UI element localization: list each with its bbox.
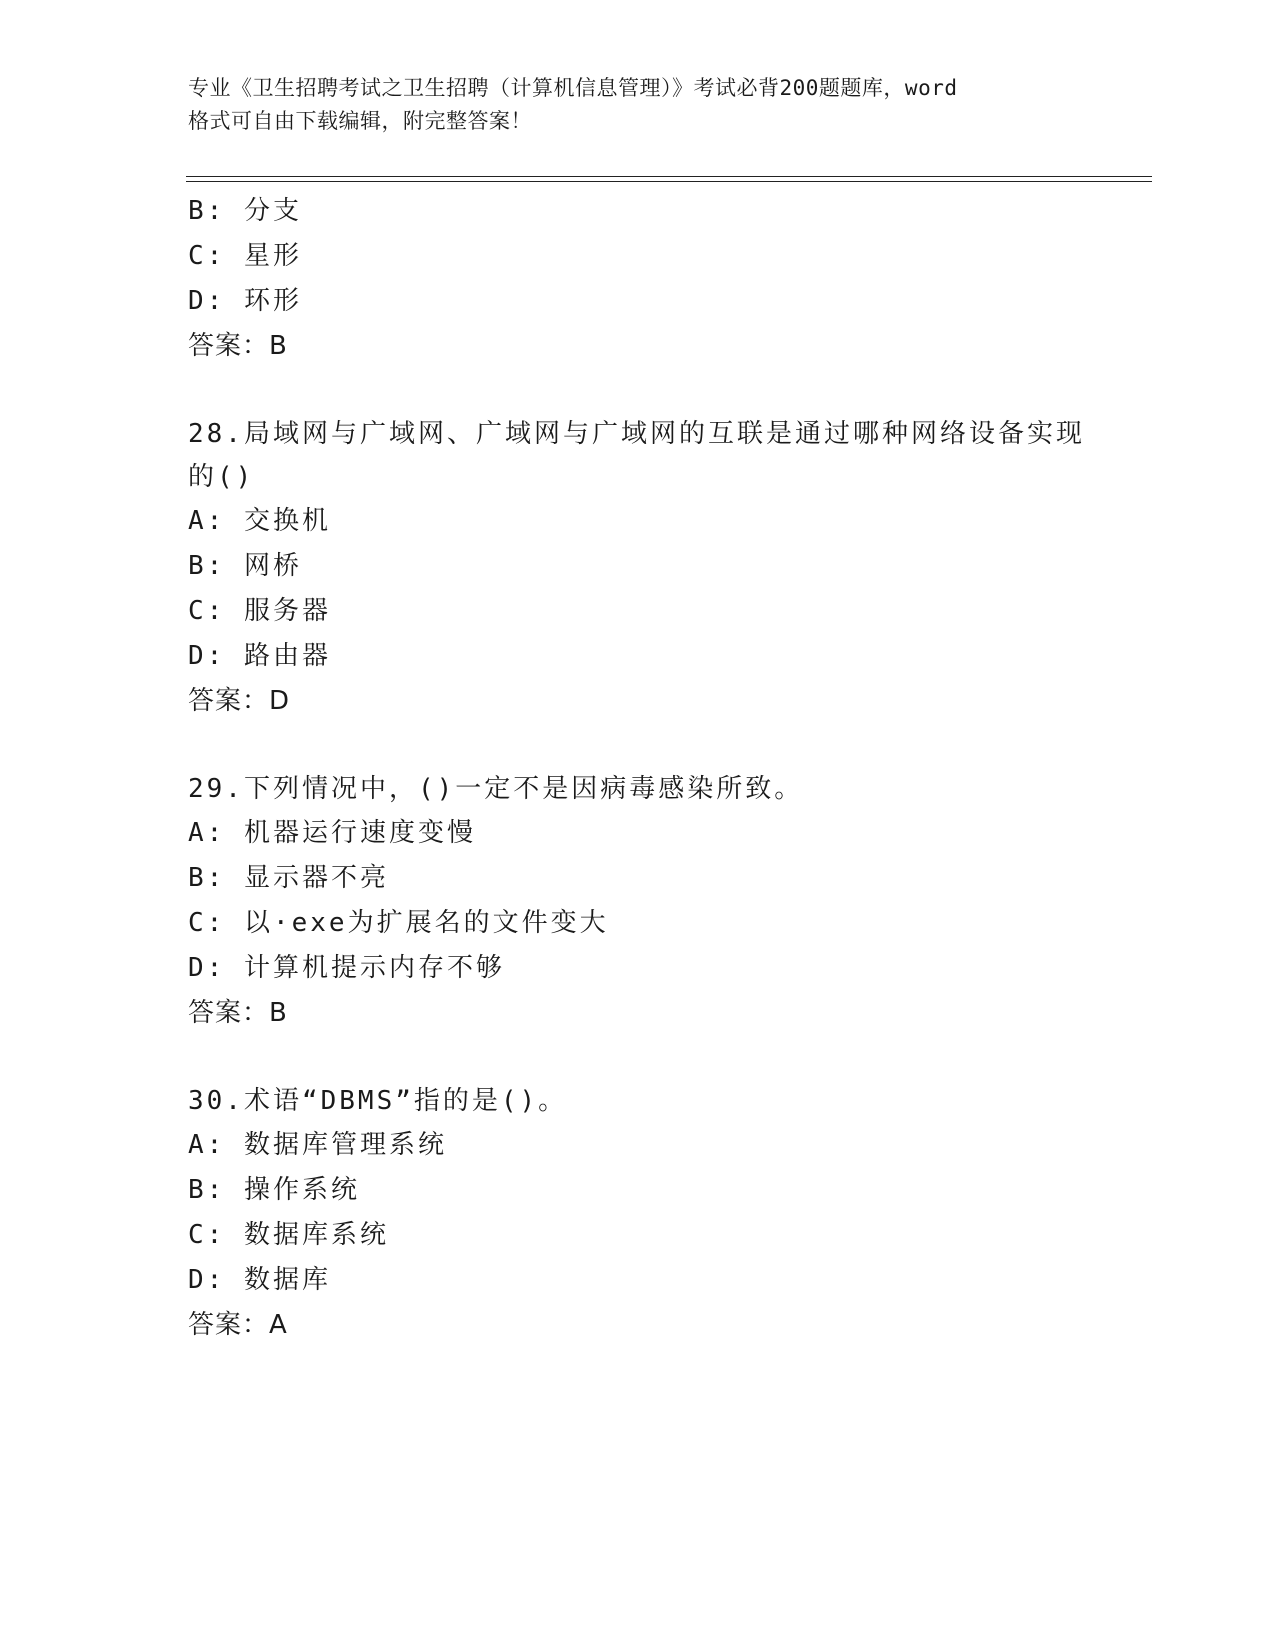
answer-line: 答案：B xyxy=(188,998,288,1028)
option-b: B: 分支 xyxy=(188,196,302,226)
option-a: A: 交换机 xyxy=(188,506,331,536)
option-b: B: 网桥 xyxy=(188,551,302,581)
question-27-tail xyxy=(188,189,1088,369)
header-divider-top xyxy=(186,176,1152,177)
option-a: A: 数据库管理系统 xyxy=(188,1130,447,1160)
document-header xyxy=(188,72,1088,138)
question-text-continued: 的() xyxy=(188,462,255,492)
option-d: D: 计算机提示内存不够 xyxy=(188,953,505,983)
question-29 xyxy=(188,768,1088,1036)
question-text: 29.下列情况中，()一定不是因病毒感染所致。 xyxy=(188,774,804,804)
option-b: B: 显示器不亮 xyxy=(188,863,389,893)
question-text: 28.局域网与广域网、广域网与广域网的互联是通过哪种网络设备实现 xyxy=(188,419,1085,449)
answer-line: 答案：B xyxy=(188,331,288,361)
option-c: C: 星形 xyxy=(188,241,302,271)
question-list xyxy=(188,189,1088,1348)
answer-line: 答案：D xyxy=(188,686,291,716)
option-d: D: 环形 xyxy=(188,286,302,316)
option-d: D: 路由器 xyxy=(188,641,331,671)
option-c: C: 数据库系统 xyxy=(188,1220,389,1250)
question-30 xyxy=(188,1080,1088,1348)
option-c: C: 以·exe为扩展名的文件变大 xyxy=(188,908,609,938)
header-line-1: 专业《卫生招聘考试之卫生招聘（计算机信息管理）》考试必背200题题库，word xyxy=(188,76,958,100)
option-d: D: 数据库 xyxy=(188,1265,331,1295)
answer-line: 答案：A xyxy=(188,1310,288,1340)
header-line-2: 格式可自由下载编辑，附完整答案！ xyxy=(188,109,532,133)
option-c: C: 服务器 xyxy=(188,596,331,626)
header-divider-bottom xyxy=(186,181,1152,182)
question-text: 30.术语“DBMS”指的是()。 xyxy=(188,1086,568,1116)
option-a: A: 机器运行速度变慢 xyxy=(188,818,476,848)
question-28 xyxy=(188,413,1088,724)
option-b: B: 操作系统 xyxy=(188,1175,360,1205)
